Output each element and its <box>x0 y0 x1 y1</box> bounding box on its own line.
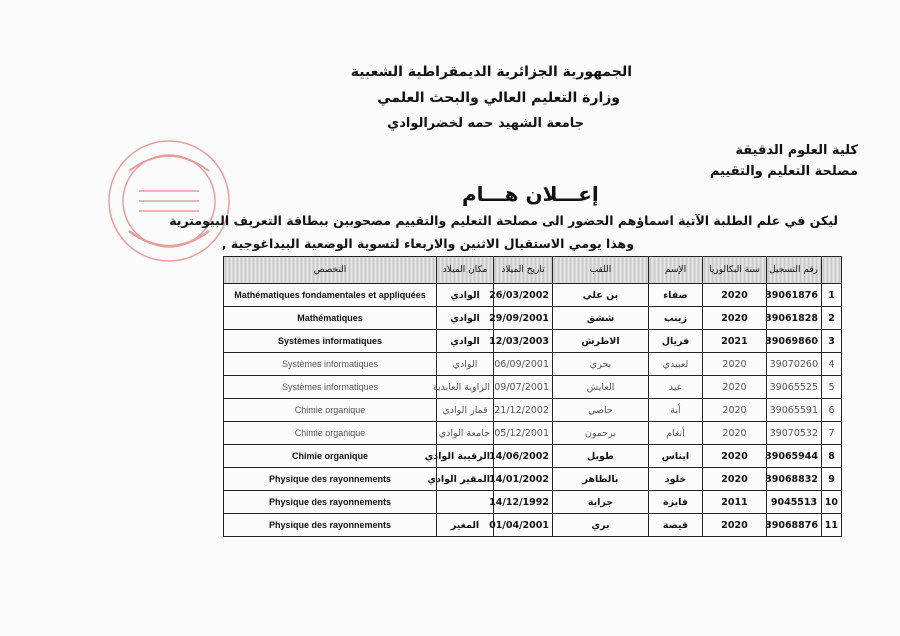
birth-place-cell <box>437 491 494 514</box>
birth-place-cell: قمار الوادي <box>437 399 494 422</box>
registration-number-cell: 39069860 <box>767 330 822 353</box>
last-name-cell: حاصي <box>553 399 649 422</box>
row-number-cell: 4 <box>822 353 842 376</box>
registration-number-cell: 39065591 <box>767 399 822 422</box>
registration-number-cell: 9045513 <box>767 491 822 514</box>
last-name-cell: جراية <box>553 491 649 514</box>
birth-date-cell: 01/04/2001 <box>494 514 553 537</box>
ministry-heading: وزارة التعليم العالي والبحث العلمي <box>377 90 620 106</box>
specialty-cell: Physique des rayonnements <box>224 491 437 514</box>
col-registration-header: رقم التسجيل <box>767 257 822 284</box>
birth-date-cell: 12/03/2003 <box>494 330 553 353</box>
last-name-cell: بن علي <box>553 284 649 307</box>
birth-date-cell: 14/12/1992 <box>494 491 553 514</box>
registration-number-cell: 39070260 <box>767 353 822 376</box>
table-row <box>224 445 842 468</box>
first-name-cell: أية <box>649 399 703 422</box>
republic-heading: الجمهورية الجزائرية الديمقراطية الشعبية <box>350 64 632 80</box>
birth-place-cell: المقير الوادي <box>437 468 494 491</box>
table-header-row <box>224 257 842 284</box>
bac-year-cell: 2020 <box>703 514 767 537</box>
birth-place-cell: الرقيبة الوادي <box>437 445 494 468</box>
row-number-cell: 7 <box>822 422 842 445</box>
row-number-cell: 3 <box>822 330 842 353</box>
specialty-cell: Mathématiques fondamentales et appliquées <box>224 284 437 307</box>
birth-place-cell: الوادي <box>437 284 494 307</box>
first-name-cell: قيصة <box>649 514 703 537</box>
birth-date-cell: 14/01/2002 <box>494 468 553 491</box>
col-birth-date-header: تاريخ الميلاد <box>494 257 553 284</box>
bac-year-cell: 2020 <box>703 422 767 445</box>
bac-year-cell: 2020 <box>703 376 767 399</box>
registration-number-cell: 39065944 <box>767 445 822 468</box>
table-row <box>224 422 842 445</box>
row-number-cell: 9 <box>822 468 842 491</box>
col-first-name-header: الإسم <box>649 257 703 284</box>
table-row <box>224 399 842 422</box>
row-number-cell: 5 <box>822 376 842 399</box>
specialty-cell: Physique des rayonnements <box>224 514 437 537</box>
bac-year-cell: 2020 <box>703 399 767 422</box>
first-name-cell: خلود <box>649 468 703 491</box>
registration-number-cell: 39068876 <box>767 514 822 537</box>
last-name-cell: ششق <box>553 307 649 330</box>
registration-number-cell: 39068832 <box>767 468 822 491</box>
registration-number-cell: 39061828 <box>767 307 822 330</box>
birth-date-cell: 06/09/2001 <box>494 353 553 376</box>
specialty-cell: Systèmes informatiques <box>224 376 437 399</box>
university-heading: جامعة الشهيد حمه لخضرالوادي <box>387 116 584 131</box>
col-bac-year-header: سنة البكالوريا <box>703 257 767 284</box>
table-row <box>224 307 842 330</box>
last-name-cell: برحمون <box>553 422 649 445</box>
birth-date-cell: 29/09/2001 <box>494 307 553 330</box>
first-name-cell: أنغام <box>649 422 703 445</box>
row-number-cell: 11 <box>822 514 842 537</box>
first-name-cell: زينب <box>649 307 703 330</box>
first-name-cell: صفاء <box>649 284 703 307</box>
last-name-cell: الاطرش <box>553 330 649 353</box>
last-name-cell: بري <box>553 514 649 537</box>
first-name-cell: فريال <box>649 330 703 353</box>
table-row <box>224 491 842 514</box>
row-number-cell: 8 <box>822 445 842 468</box>
announcement-line-2: وهذا يومي الاستقبال الاثنين والاربعاء لتسوية الوضعية البيداغوجية , <box>221 236 634 251</box>
announcement-title: إعـــلان هـــام <box>462 182 599 206</box>
table-row <box>224 468 842 491</box>
birth-place-cell: المغير <box>437 514 494 537</box>
students-table <box>223 256 842 537</box>
birth-place-cell: الوادي <box>437 330 494 353</box>
table-row <box>224 330 842 353</box>
faculty-heading: كلية العلوم الدقيقة <box>735 143 858 158</box>
specialty-cell: Chimie organique <box>224 422 437 445</box>
birth-date-cell: 14/06/2002 <box>494 445 553 468</box>
birth-place-cell: الزاوية العابدية <box>437 376 494 399</box>
last-name-cell: بالطاهر <box>553 468 649 491</box>
specialty-cell: Mathématiques <box>224 307 437 330</box>
col-last-name-header: اللقب <box>553 257 649 284</box>
specialty-cell: Chimie organique <box>224 445 437 468</box>
row-number-cell: 2 <box>822 307 842 330</box>
registration-number-cell: 39061876 <box>767 284 822 307</box>
first-name-cell: لعبيدي <box>649 353 703 376</box>
col-birth-place-header: مكان الميلاد <box>437 257 494 284</box>
official-stamp <box>104 136 234 266</box>
row-number-cell: 10 <box>822 491 842 514</box>
row-number-cell: 6 <box>822 399 842 422</box>
specialty-cell: Systèmes informatiques <box>224 353 437 376</box>
birth-date-cell: 21/12/2002 <box>494 399 553 422</box>
bac-year-cell: 2021 <box>703 330 767 353</box>
specialty-cell: Physique des rayonnements <box>224 468 437 491</box>
row-number-cell: 1 <box>822 284 842 307</box>
specialty-cell: Systèmes informatiques <box>224 330 437 353</box>
announcement-line-1: ليكن في علم الطلبة الآتية اسماؤهم الحضور الى مصلحة التعليم والتقييم مصحوبين ببطاقة التعريف البيومترية <box>169 213 838 228</box>
table-row <box>224 284 842 307</box>
bac-year-cell: 2020 <box>703 353 767 376</box>
first-name-cell: ايناس <box>649 445 703 468</box>
table-row <box>224 514 842 537</box>
birth-place-cell: الوادي <box>437 307 494 330</box>
birth-place-cell: جامعة الوادي <box>437 422 494 445</box>
birth-date-cell: 26/03/2002 <box>494 284 553 307</box>
bac-year-cell: 2020 <box>703 284 767 307</box>
birth-date-cell: 09/07/2001 <box>494 376 553 399</box>
bac-year-cell: 2020 <box>703 307 767 330</box>
specialty-cell: Chimie organique <box>224 399 437 422</box>
last-name-cell: طويل <box>553 445 649 468</box>
birth-date-cell: 05/12/2001 <box>494 422 553 445</box>
birth-place-cell: الوادي <box>437 353 494 376</box>
last-name-cell: العايش <box>553 376 649 399</box>
registration-number-cell: 39070532 <box>767 422 822 445</box>
bac-year-cell: 2020 <box>703 468 767 491</box>
last-name-cell: بحري <box>553 353 649 376</box>
service-heading: مصلحة التعليم والتقييم <box>709 164 858 179</box>
first-name-cell: فايزة <box>649 491 703 514</box>
col-specialty-header: التخصص <box>224 257 437 284</box>
first-name-cell: عيد <box>649 376 703 399</box>
table-row <box>224 376 842 399</box>
registration-number-cell: 39065525 <box>767 376 822 399</box>
bac-year-cell: 2011 <box>703 491 767 514</box>
col-index-header <box>822 257 842 284</box>
table-row <box>224 353 842 376</box>
bac-year-cell: 2020 <box>703 445 767 468</box>
